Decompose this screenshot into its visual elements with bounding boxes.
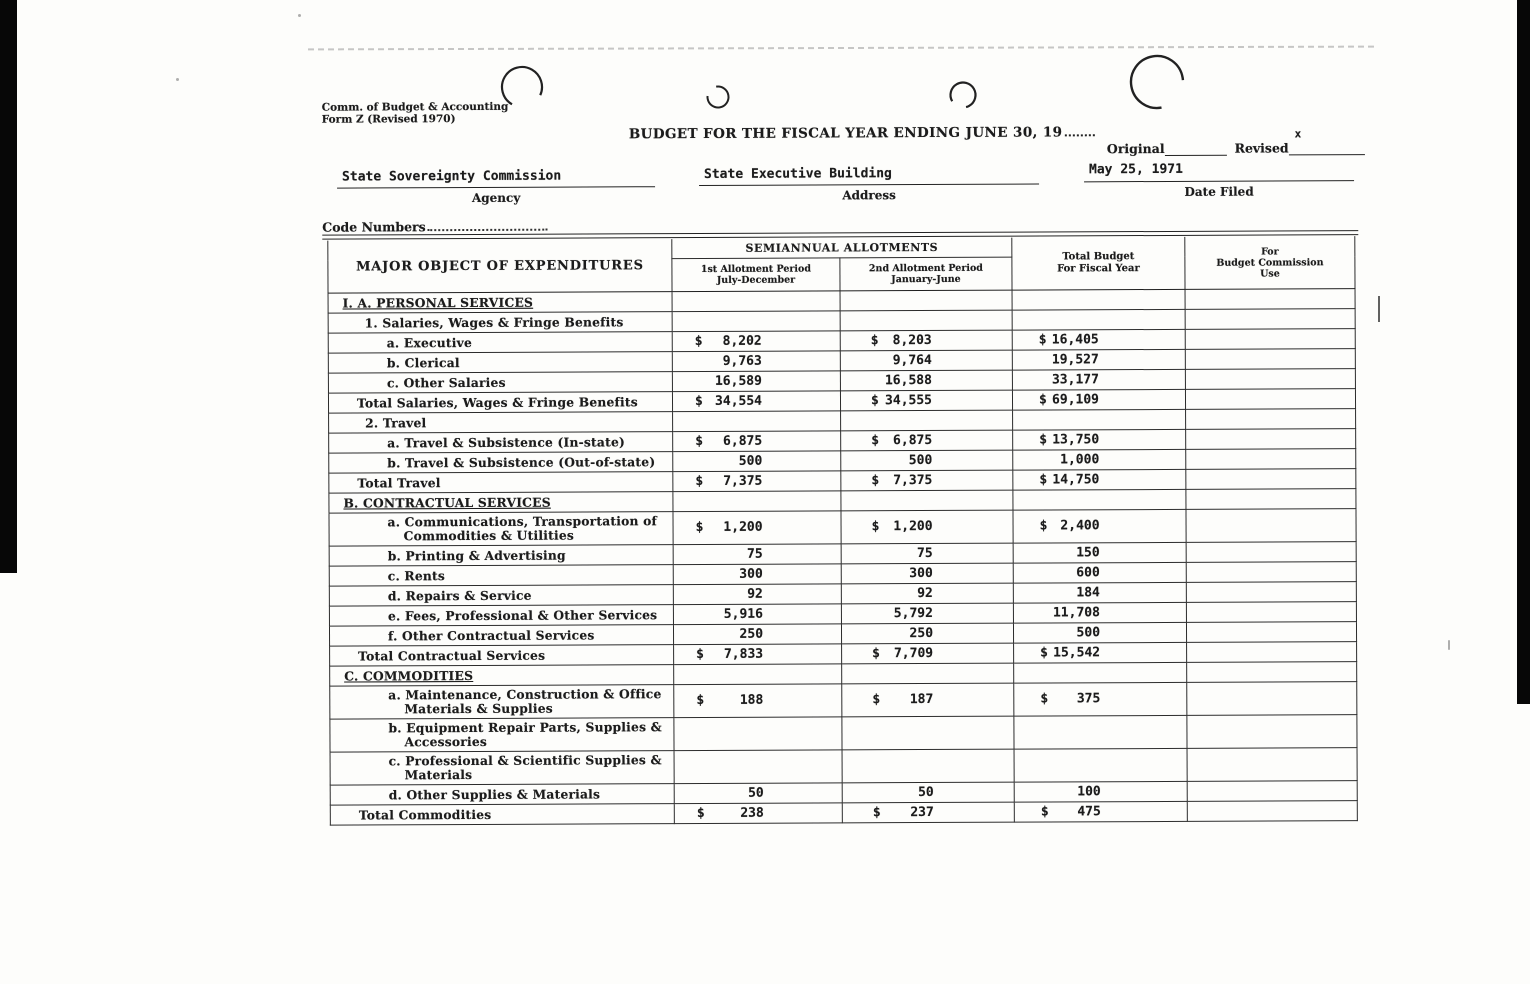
total-budget-value: 100 [1014, 781, 1187, 802]
row-label: a. Communications, Transportation of Commodities & Utilities [329, 512, 673, 547]
commission-use-cell [1185, 309, 1355, 330]
allotment-2-value: $ 7,375 [841, 470, 1013, 491]
row-label: b. Travel & Subsistence (Out-of-state) [329, 452, 673, 474]
original-revised-line [1106, 127, 1365, 157]
row-label: d. Other Supplies & Materials [330, 784, 674, 806]
total-budget-value: 11,708 [1013, 602, 1186, 623]
allotment-2-value: $ 7,709 [842, 643, 1014, 664]
total-budget-value [1012, 289, 1185, 310]
form-title-text: BUDGET FOR THE FISCAL YEAR ENDING JUNE 30, 19 [628, 124, 1063, 143]
column-header-commission-use [1185, 236, 1355, 289]
total-budget-value [1012, 309, 1185, 330]
allotment-2-value [842, 749, 1014, 783]
row-label: 1. Salaries, Wages & Fringe Benefits [328, 312, 672, 334]
total-budget-value: $ 69,109 [1012, 389, 1185, 410]
revised-label: Revised [1234, 140, 1289, 156]
row-label: c. Professional & Scientific Supplies & Materials [330, 751, 674, 786]
dollar-sign: $ [1039, 471, 1048, 488]
dollar-sign: $ [1038, 391, 1047, 408]
allotment-1-value: $ 8,202 [672, 331, 840, 352]
commission-use-cell [1187, 715, 1357, 749]
allotment-1-value [674, 664, 842, 685]
date-filed-value: May 25, 1971 [1088, 161, 1183, 178]
allotment-2-value: $ 34,555 [840, 390, 1012, 411]
allotment-2-value: $ 237 [842, 802, 1014, 823]
commission-use-cell [1186, 602, 1356, 623]
allotment-1-value: $ 7,375 [673, 471, 841, 492]
row-label: Total Salaries, Wages & Fringe Benefits [328, 392, 672, 414]
commission-use-cell [1186, 469, 1356, 490]
commission-use-cell [1185, 389, 1355, 410]
table-row [330, 715, 1357, 752]
allotment-1-value: 5,916 [673, 604, 841, 625]
allotment-2-value: $ 8,203 [840, 330, 1012, 351]
total-budget-value: $ 2,400 [1013, 509, 1186, 543]
allotment-2-value: 50 [842, 782, 1014, 803]
total-budget-value: $ 475 [1014, 801, 1187, 822]
address-label: Address [842, 188, 896, 203]
expenditure-table-header [328, 236, 1355, 293]
date-filed-label: Date Filed [1184, 184, 1254, 199]
column-header-major-object: MAJOR OBJECT OF EXPENDITURES [328, 239, 672, 293]
allotment-2-value [842, 716, 1014, 750]
row-label: b. Equipment Repair Parts, Supplies & Accessories [330, 718, 674, 753]
total-budget-value: $ 15,542 [1014, 642, 1187, 663]
table-row [330, 748, 1357, 785]
dollar-sign: $ [871, 432, 880, 448]
allotment-1-value: 75 [673, 544, 841, 565]
allotment-2-value: $ 6,875 [841, 430, 1013, 451]
dollar-sign: $ [872, 692, 881, 708]
commission-use-cell [1186, 542, 1356, 563]
form-id-block [322, 101, 509, 126]
header-line: For Fiscal Year [1057, 263, 1140, 275]
original-label: Original [1106, 140, 1165, 157]
row-label: 2. Travel [329, 412, 673, 434]
allotment-1-value: $ 6,875 [673, 431, 841, 452]
allotment-2-value: 16,588 [840, 370, 1012, 391]
commission-use-cell [1186, 509, 1356, 543]
row-label: f. Other Contractual Services [329, 625, 673, 647]
allotment-2-value [841, 410, 1013, 431]
commission-use-cell [1186, 582, 1356, 603]
row-label: a. Executive [328, 332, 672, 354]
total-budget-value: 600 [1013, 562, 1186, 583]
allotment-2-value: $ 187 [842, 683, 1014, 717]
total-budget-value: 19,527 [1012, 349, 1185, 370]
allotment-1-value: 500 [673, 451, 841, 472]
allotment-1-value [673, 411, 841, 432]
agency-label: Agency [471, 190, 521, 205]
total-budget-value [1014, 715, 1187, 749]
date-blank-line [1084, 180, 1354, 182]
dollar-sign: $ [696, 805, 705, 821]
expenditure-table [327, 236, 1358, 825]
allotment-1-value: $ 238 [674, 803, 842, 824]
allotment-2-value: 9,764 [840, 350, 1012, 371]
row-label: d. Repairs & Service [329, 585, 673, 607]
dollar-sign: $ [872, 804, 881, 820]
row-label: e. Fees, Professional & Other Services [329, 605, 673, 627]
allotment-2-value [841, 490, 1013, 511]
header-line: For [1261, 245, 1279, 258]
total-budget-value [1014, 748, 1187, 782]
row-label: a. Travel & Subsistence (In-state) [329, 432, 673, 454]
commission-use-cell [1187, 781, 1357, 802]
allotment-2-value [840, 310, 1012, 331]
allotment-1-value: 300 [673, 564, 841, 585]
total-budget-value: $ 375 [1014, 682, 1187, 716]
total-budget-value: $ 13,750 [1013, 429, 1186, 450]
header-line: July-December [716, 274, 796, 286]
allotment-1-value: $ 188 [674, 684, 842, 718]
allotment-1-value: 9,763 [672, 351, 840, 372]
commission-use-cell [1186, 409, 1356, 430]
commission-use-cell [1186, 562, 1356, 583]
dollar-sign: $ [871, 472, 880, 488]
allotment-2-value [842, 663, 1014, 684]
allotment-1-value [672, 311, 840, 332]
code-numbers-blank-line [428, 219, 548, 232]
allotment-2-value: 5,792 [841, 603, 1013, 624]
total-budget-value [1014, 662, 1187, 683]
allotment-1-value: $ 34,554 [672, 391, 840, 412]
dollar-sign: $ [695, 433, 704, 449]
allotment-1-value: 50 [674, 783, 842, 804]
commission-use-cell [1186, 449, 1356, 470]
code-numbers-label: Code Numbers [322, 219, 426, 235]
allotment-1-value: $ 7,833 [674, 644, 842, 665]
allotment-1-value: $ 1,200 [673, 511, 841, 545]
column-header-second-allotment [840, 257, 1012, 291]
total-budget-value [1013, 489, 1186, 510]
code-numbers-line [322, 219, 547, 235]
header-line: 1st Allotment Period [700, 263, 812, 275]
dollar-sign: $ [872, 645, 880, 661]
title-fill-line [1064, 123, 1094, 136]
dollar-sign: $ [694, 393, 703, 409]
row-label: Total Travel [329, 472, 673, 494]
header-line: January-June [891, 273, 961, 286]
office-name: Comm. of Budget & Accounting [321, 100, 509, 114]
form-title [629, 123, 1095, 142]
agency-value: State Sovereignty Commission [341, 168, 562, 185]
commission-use-cell [1187, 642, 1357, 663]
allotment-1-value [672, 291, 840, 312]
revised-blank-line [1289, 127, 1365, 155]
commission-use-cell [1187, 662, 1357, 683]
dollar-sign: $ [694, 333, 703, 349]
row-label: a. Maintenance, Construction & Office Materials & Supplies [330, 685, 674, 720]
table-row [330, 682, 1357, 719]
total-budget-value: 1,000 [1013, 449, 1186, 470]
address-value: State Executive Building [703, 166, 892, 182]
allotment-2-value: 75 [841, 543, 1013, 564]
revised-checkmark: x [1294, 127, 1302, 141]
dollar-sign: $ [1040, 803, 1049, 820]
expenditure-table-body [328, 289, 1357, 825]
dollar-sign: $ [870, 332, 879, 348]
commission-use-cell [1187, 682, 1357, 716]
row-label: Total Commodities [330, 804, 674, 826]
commission-use-cell [1185, 349, 1355, 370]
dollar-sign: $ [871, 519, 880, 535]
dollar-sign: $ [1040, 691, 1049, 707]
column-header-total-budget [1012, 237, 1185, 290]
allotment-1-value [674, 750, 842, 784]
allotment-2-value: $ 1,200 [841, 510, 1013, 544]
dollar-sign: $ [1038, 331, 1047, 348]
allotment-2-value [840, 290, 1012, 311]
allotment-1-value: 16,589 [672, 371, 840, 392]
header-line: Total Budget [1062, 251, 1135, 263]
table-row [329, 509, 1356, 546]
dollar-sign: $ [696, 692, 705, 709]
total-budget-value: $ 14,750 [1013, 469, 1186, 490]
total-budget-value: 500 [1013, 622, 1186, 643]
row-label: c. Rents [329, 565, 673, 587]
row-label: B. CONTRACTUAL SERVICES [329, 492, 673, 514]
total-budget-value: 33,177 [1012, 369, 1185, 390]
table-row [330, 801, 1357, 825]
dollar-sign: $ [696, 646, 704, 662]
row-label: Total Contractual Services [330, 645, 674, 667]
dollar-sign: $ [870, 392, 879, 408]
header-line: Use [1260, 267, 1280, 280]
commission-use-cell [1186, 489, 1356, 510]
row-label: c. Other Salaries [328, 372, 672, 394]
commission-use-cell [1185, 329, 1355, 350]
allotment-2-value: 500 [841, 450, 1013, 471]
header-line: Budget Commission [1216, 256, 1324, 269]
dollar-sign: $ [1039, 431, 1048, 448]
total-budget-value [1013, 409, 1186, 430]
dollar-sign: $ [695, 473, 704, 489]
row-label: b. Clerical [328, 352, 672, 374]
commission-use-cell [1186, 622, 1356, 643]
header-line: 2nd Allotment Period [868, 262, 983, 275]
row-label: C. COMMODITIES [330, 665, 674, 687]
row-label: I. A. PERSONAL SERVICES [328, 292, 672, 314]
column-header-semiannual: SEMIANNUAL ALLOTMENTS [672, 238, 1012, 259]
allotment-2-value: 92 [841, 583, 1013, 604]
total-budget-value: 150 [1013, 542, 1186, 563]
agency-blank-line [337, 186, 655, 188]
allotment-1-value: 250 [673, 624, 841, 645]
allotment-2-value: 300 [841, 563, 1013, 584]
dollar-sign: $ [1039, 518, 1048, 534]
commission-use-cell [1187, 801, 1357, 822]
commission-use-cell [1186, 429, 1356, 450]
dollar-sign: $ [695, 519, 704, 536]
allotment-2-value: 250 [841, 623, 1013, 644]
allotment-1-value: 92 [673, 584, 841, 605]
address-blank-line [699, 184, 1039, 186]
allotment-1-value [673, 491, 841, 512]
total-budget-value: 184 [1013, 582, 1186, 603]
form-number: Form Z (Revised 1970) [321, 113, 456, 126]
dollar-sign: $ [1040, 644, 1048, 661]
total-budget-value: $ 16,405 [1012, 329, 1185, 350]
column-header-first-allotment [672, 258, 840, 292]
commission-use-cell [1185, 289, 1355, 310]
allotment-1-value [674, 717, 842, 751]
row-label: b. Printing & Advertising [329, 545, 673, 567]
commission-use-cell [1185, 369, 1355, 390]
original-blank-line [1165, 143, 1227, 156]
commission-use-cell [1187, 748, 1357, 782]
